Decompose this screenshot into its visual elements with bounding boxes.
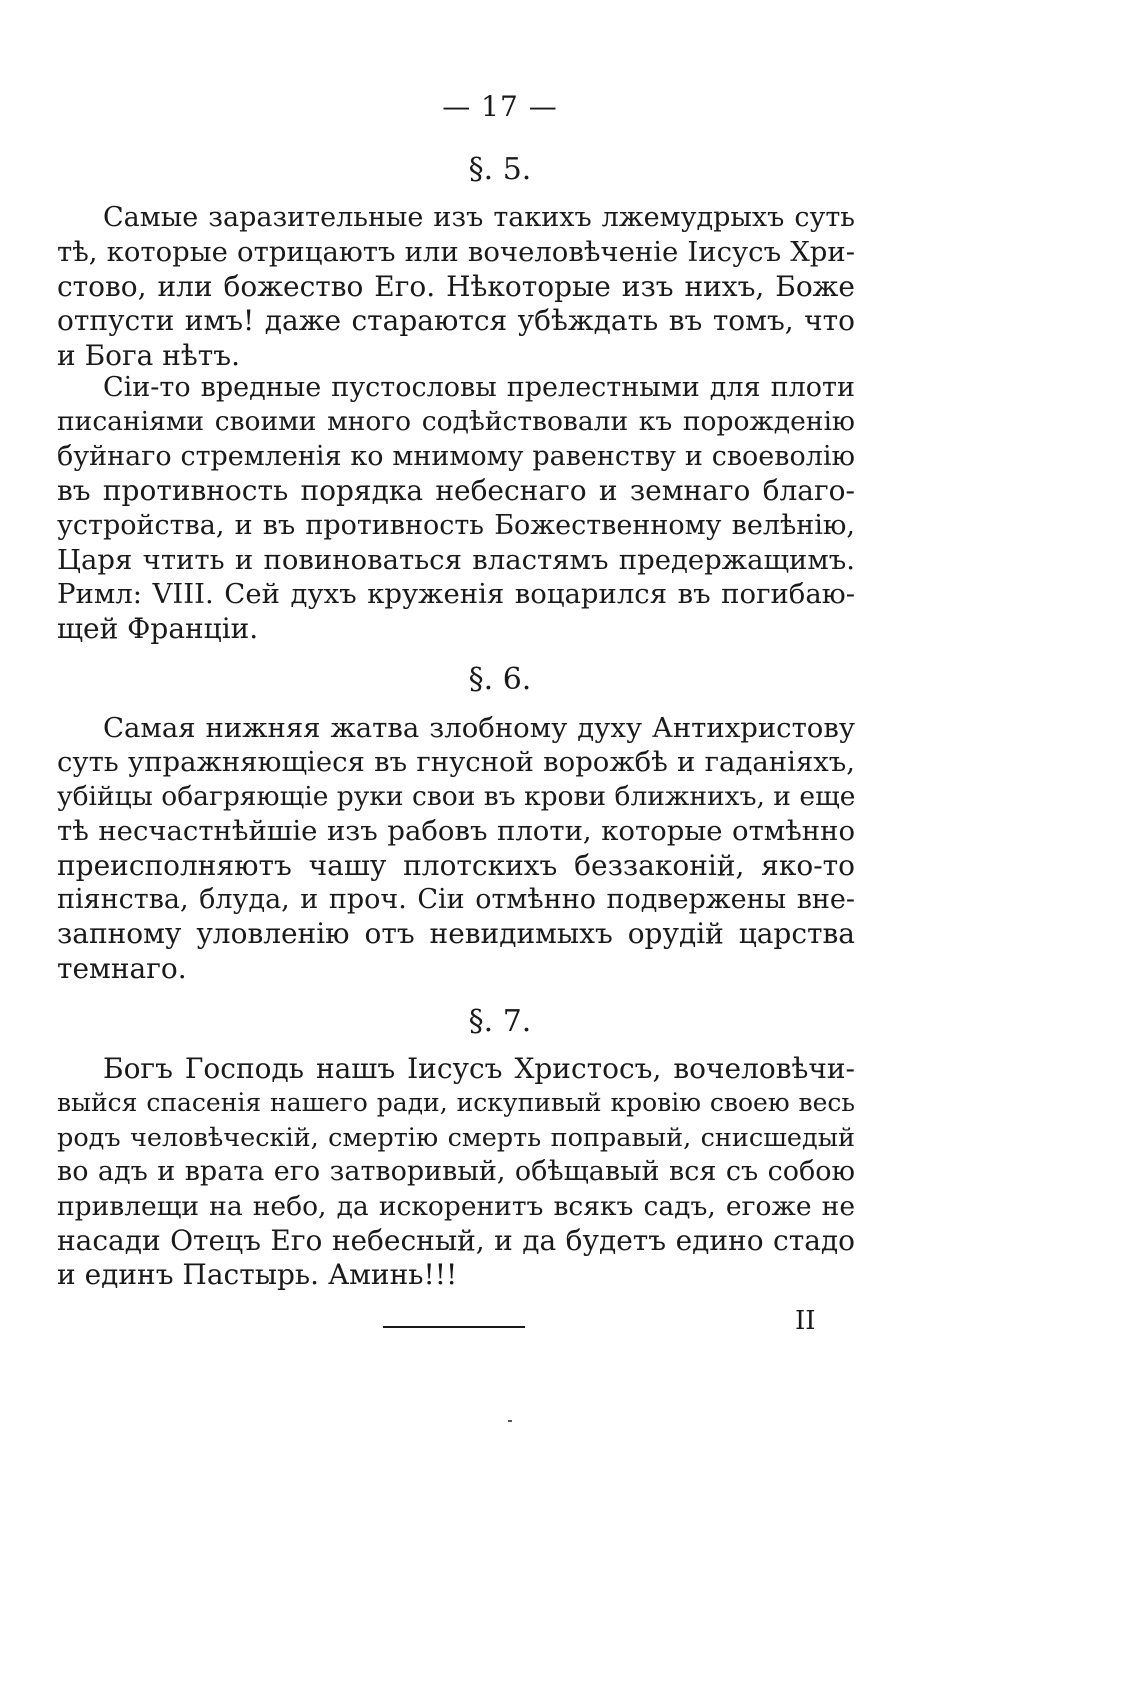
section-heading-6: §. 6. bbox=[468, 662, 532, 697]
signature-mark: II bbox=[795, 1306, 816, 1336]
text-line: въ противность порядка небеснаго и земнаго благо- bbox=[57, 474, 855, 508]
text-line: суть упражняющіеся въ гнусной ворожбѣ и гаданіяхъ, bbox=[57, 746, 855, 779]
text-line: Сіи-то вредные пустословы прелестными для плоти bbox=[103, 372, 855, 403]
text-line: стово, или божество Его. Нѣкоторые изъ нихъ, Боже bbox=[57, 269, 855, 303]
closing-rule bbox=[383, 1326, 525, 1328]
text-line: Богъ Господь нашъ Іисусъ Христосъ, вочеловѣчи- bbox=[103, 1052, 855, 1085]
text-line: родъ человѣческій, смертію смерть поправый, снисшедый bbox=[57, 1122, 855, 1153]
text-line: выйся спасенія нашего ради, искупивый кровію своею весь bbox=[57, 1088, 855, 1118]
text-line: и единъ Пастырь. Аминь!!! bbox=[57, 1258, 458, 1292]
section-heading-5: §. 5. bbox=[468, 152, 532, 187]
text-line: во адъ и врата его затворивый, обѣщавый вся съ собою bbox=[57, 1156, 855, 1188]
paragraph-6-1 bbox=[57, 711, 855, 986]
text-line: насади Отецъ Его небесный, и да будетъ едино стадо bbox=[57, 1224, 855, 1258]
paragraph-5-2 bbox=[57, 371, 855, 646]
text-line: и Бога нѣтъ. bbox=[57, 338, 241, 372]
text-line: писаніями своими много содѣйствовали къ порожденію bbox=[57, 406, 855, 438]
text-line: темнаго. bbox=[57, 951, 187, 985]
text-line: буйнаго стремленія ко мнимому равенству и своеволію bbox=[57, 440, 855, 472]
text-line: убійцы обагряющіе руки свои въ крови ближнихъ, и еще bbox=[57, 780, 856, 812]
text-line: піянства, блуда, и проч. Сіи отмѣнно подвержены вне- bbox=[57, 884, 855, 916]
page-number: — 17 — bbox=[442, 90, 558, 123]
text-line: тѣ, которые отрицаютъ или вочеловѣченіе Іисусъ Хри- bbox=[57, 236, 855, 269]
print-speck bbox=[508, 1420, 512, 1422]
text-line: устройства, и въ противность Божественному велѣнію, bbox=[57, 509, 855, 541]
text-line: привлещи на небо, да искоренитъ всякъ садъ, егоже не bbox=[57, 1190, 855, 1222]
text-line: Самые заразительные изъ такихъ лжемудрыхъ суть bbox=[103, 202, 855, 233]
section-heading-7: §. 7. bbox=[468, 1004, 532, 1039]
text-line: отпусти имъ! даже стараются убѣждать въ томъ, что bbox=[57, 304, 855, 338]
text-line: тѣ несчастнѣйшіе изъ рабовъ плоти, которые отмѣнно bbox=[57, 815, 855, 848]
text-line: преисполняютъ чашу плотскихъ беззаконій, яко-то bbox=[57, 848, 855, 882]
paragraph-5-1 bbox=[57, 201, 855, 373]
text-line: Царя чтить и повиноваться властямъ предержащимъ. bbox=[57, 544, 855, 577]
text-line: щей Франціи. bbox=[57, 611, 259, 645]
text-line: Римл: VIII. Сей духъ круженія воцарился въ погибаю- bbox=[57, 578, 855, 611]
text-line: запному уловленію отъ невидимыхъ орудій царства bbox=[57, 917, 855, 951]
text-line: Самая нижняя жатва злобному духу Антихристову bbox=[103, 712, 855, 744]
paragraph-7-1 bbox=[57, 1052, 855, 1293]
